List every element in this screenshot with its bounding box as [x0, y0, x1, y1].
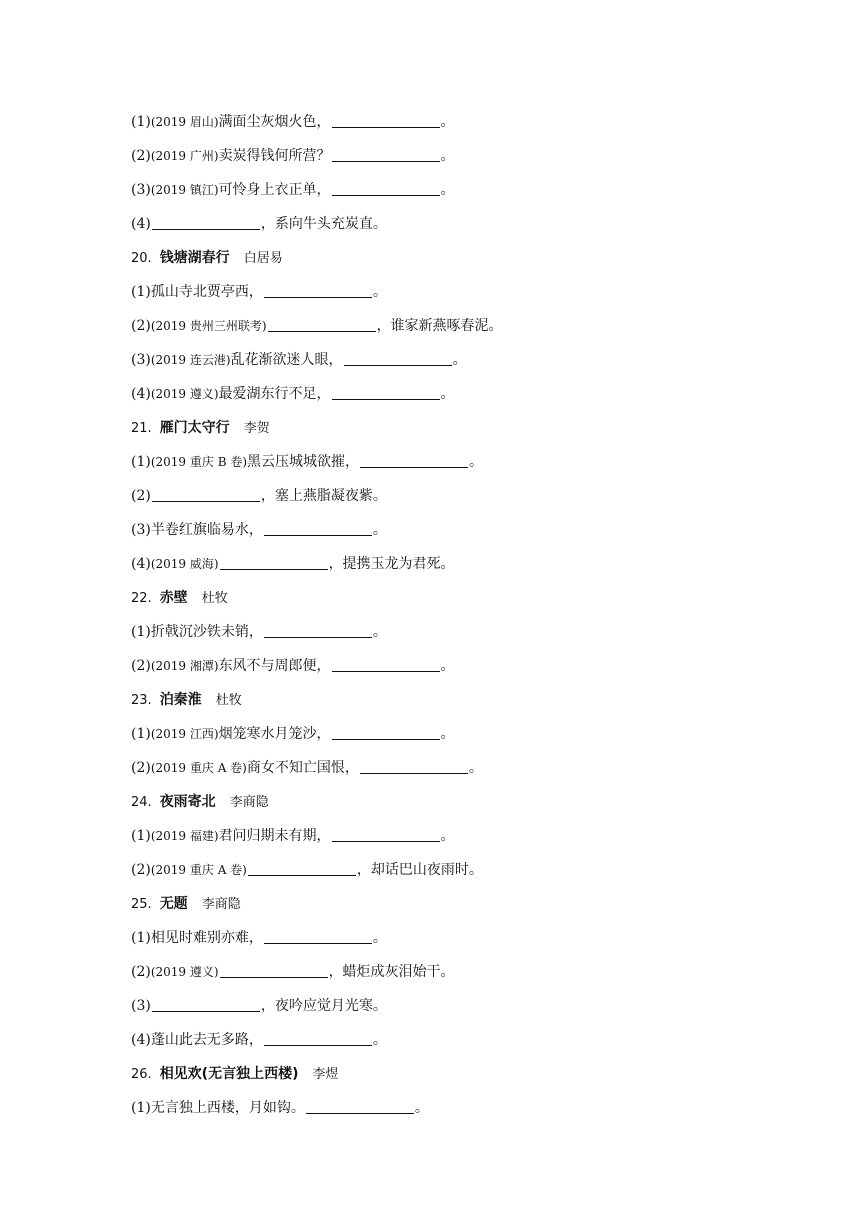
answer-blank[interactable] [332, 723, 440, 740]
verse-text: 。 [468, 760, 483, 776]
poem-author: 白居易 [243, 251, 283, 266]
question-line [131, 448, 811, 482]
verse-text: 最爱湖东行不足， [218, 386, 331, 402]
exam-source: (2019 遵义) [150, 965, 219, 979]
question-line [131, 142, 811, 176]
question-line [131, 1026, 811, 1060]
answer-blank[interactable] [332, 655, 440, 672]
question-label: (3) [131, 998, 151, 1014]
poem-title: 泊秦淮 [159, 692, 202, 708]
question-line [131, 992, 811, 1026]
verse-text: 。 [452, 352, 467, 368]
answer-blank[interactable] [264, 621, 372, 638]
poem-title: 夜雨寄北 [159, 794, 216, 810]
answer-blank[interactable] [264, 927, 372, 944]
answer-blank[interactable] [264, 1029, 372, 1046]
section-number: 20. [131, 251, 152, 266]
section-number: 21. [131, 421, 152, 436]
section-number: 25. [131, 897, 152, 912]
answer-blank[interactable] [264, 281, 372, 298]
verse-text: 满面尘灰烟火色， [218, 114, 331, 130]
exam-source: (2019 重庆 B 卷) [150, 455, 248, 469]
answer-blank[interactable] [220, 961, 328, 978]
question-line [131, 958, 811, 992]
verse-text: 烟笼寒水月笼沙， [218, 726, 331, 742]
question-label: (2) [131, 148, 151, 164]
verse-text: ，蜡炬成灰泪始干。 [328, 964, 455, 980]
poem-author: 杜牧 [215, 693, 242, 708]
exam-source: (2019 福建) [150, 829, 219, 843]
question-line [131, 618, 811, 652]
question-line [131, 380, 811, 414]
verse-text: 相见时难别亦难， [150, 930, 263, 946]
verse-text: 。 [372, 1032, 387, 1048]
verse-text: 半卷红旗临易水， [150, 522, 263, 538]
verse-text: 。 [414, 1100, 429, 1116]
question-label: (1) [131, 930, 151, 946]
question-label: (1) [131, 828, 151, 844]
question-label: (2) [131, 488, 151, 504]
question-label: (4) [131, 216, 151, 232]
question-label: (2) [131, 658, 151, 674]
section-heading [131, 244, 811, 278]
answer-blank[interactable] [360, 757, 468, 774]
exam-source: (2019 湘潭) [150, 659, 219, 673]
exam-source: (2019 遵义) [150, 387, 219, 401]
answer-blank[interactable] [332, 145, 440, 162]
verse-text: 无言独上西楼，月如钩。 [150, 1100, 305, 1116]
verse-text: 乱花渐欲迷人眼， [230, 352, 343, 368]
document-body [131, 108, 811, 1128]
answer-blank[interactable] [332, 383, 440, 400]
poem-author: 李商隐 [201, 897, 241, 912]
question-label: (2) [131, 760, 151, 776]
verse-text: ，提携玉龙为君死。 [328, 556, 455, 572]
verse-text: 。 [372, 624, 387, 640]
section-heading [131, 788, 811, 822]
section-number: 24. [131, 795, 152, 810]
question-line [131, 346, 811, 380]
verse-text: 。 [372, 930, 387, 946]
poem-author: 李煜 [312, 1067, 339, 1082]
question-label: (4) [131, 386, 151, 402]
answer-blank[interactable] [152, 995, 260, 1012]
section-heading [131, 584, 811, 618]
question-label: (1) [131, 1100, 151, 1116]
section-number: 26. [131, 1067, 152, 1082]
poem-title: 无题 [159, 896, 188, 912]
question-line [131, 652, 811, 686]
poem-title: 赤壁 [159, 590, 188, 606]
answer-blank[interactable] [248, 859, 356, 876]
exam-source: (2019 江西) [150, 727, 219, 741]
exam-source: (2019 广州) [150, 149, 219, 163]
question-label: (1) [131, 114, 151, 130]
answer-blank[interactable] [220, 553, 328, 570]
question-label: (1) [131, 454, 151, 470]
verse-text: 。 [372, 522, 387, 538]
question-label: (1) [131, 624, 151, 640]
question-label: (4) [131, 556, 151, 572]
exam-source: (2019 眉山) [150, 115, 219, 129]
exam-source: (2019 重庆 A 卷) [150, 863, 247, 877]
section-heading [131, 890, 811, 924]
question-line [131, 278, 811, 312]
verse-text: 。 [440, 148, 455, 164]
exam-source: (2019 连云港) [150, 353, 231, 367]
verse-text: 。 [372, 284, 387, 300]
answer-blank[interactable] [264, 519, 372, 536]
verse-text: ，谁家新燕啄春泥。 [376, 318, 503, 334]
poem-author: 李贺 [243, 421, 270, 436]
poem-title: 雁门太守行 [159, 420, 230, 436]
question-line [131, 1094, 811, 1128]
question-line [131, 822, 811, 856]
poem-author: 李商隐 [229, 795, 269, 810]
verse-text: 黑云压城城欲摧， [247, 454, 360, 470]
verse-text: 。 [469, 454, 484, 470]
answer-blank[interactable] [268, 315, 376, 332]
exam-source: (2019 重庆 A 卷) [150, 761, 247, 775]
verse-text: 东风不与周郎便， [218, 658, 331, 674]
question-line [131, 754, 811, 788]
verse-text: ，夜吟应觉月光寒。 [260, 998, 387, 1014]
answer-blank[interactable] [152, 213, 260, 230]
poem-title: 钱塘湖春行 [159, 250, 230, 266]
question-line [131, 482, 811, 516]
verse-text: 。 [440, 658, 455, 674]
question-label: (3) [131, 352, 151, 368]
question-label: (3) [131, 522, 151, 538]
verse-text: 。 [440, 828, 455, 844]
question-line [131, 176, 811, 210]
answer-blank[interactable] [344, 349, 452, 366]
question-label: (2) [131, 862, 151, 878]
question-line [131, 108, 811, 142]
verse-text: ，系向牛头充炭直。 [260, 216, 387, 232]
exam-source: (2019 镇江) [150, 183, 219, 197]
question-label: (2) [131, 318, 151, 334]
question-label: (2) [131, 964, 151, 980]
question-line [131, 312, 811, 346]
answer-blank[interactable] [360, 451, 468, 468]
verse-text: 可怜身上衣正单， [218, 182, 331, 198]
verse-text: 孤山寺北贾亭西， [150, 284, 263, 300]
question-line [131, 550, 811, 584]
answer-blank[interactable] [152, 485, 260, 502]
verse-text: 蓬山此去无多路， [150, 1032, 263, 1048]
answer-blank[interactable] [332, 825, 440, 842]
answer-blank[interactable] [332, 111, 440, 128]
verse-text: 卖炭得钱何所营？ [218, 148, 331, 164]
verse-text: ，塞上燕脂凝夜紫。 [260, 488, 387, 504]
verse-text: 折戟沉沙铁未销， [150, 624, 263, 640]
question-label: (1) [131, 284, 151, 300]
verse-text: 。 [440, 182, 455, 198]
section-heading [131, 414, 811, 448]
verse-text: ，却话巴山夜雨时。 [356, 862, 483, 878]
exam-source: (2019 贵州三州联考) [150, 319, 267, 333]
verse-text: 。 [440, 114, 455, 130]
question-label: (1) [131, 726, 151, 742]
section-number: 22. [131, 591, 152, 606]
question-line [131, 856, 811, 890]
verse-text: 君问归期未有期， [218, 828, 331, 844]
verse-text: 商女不知亡国恨， [246, 760, 359, 776]
verse-text: 。 [440, 726, 455, 742]
section-heading [131, 1060, 811, 1094]
answer-blank[interactable] [306, 1097, 414, 1114]
section-number: 23. [131, 693, 152, 708]
verse-text: 。 [440, 386, 455, 402]
question-line [131, 516, 811, 550]
poem-author: 杜牧 [201, 591, 228, 606]
answer-blank[interactable] [332, 179, 440, 196]
question-line [131, 210, 811, 244]
section-heading [131, 686, 811, 720]
question-label: (4) [131, 1032, 151, 1048]
question-line [131, 720, 811, 754]
poem-title: 相见欢(无言独上西楼) [159, 1066, 299, 1082]
question-line [131, 924, 811, 958]
exam-source: (2019 威海) [150, 557, 219, 571]
question-label: (3) [131, 182, 151, 198]
